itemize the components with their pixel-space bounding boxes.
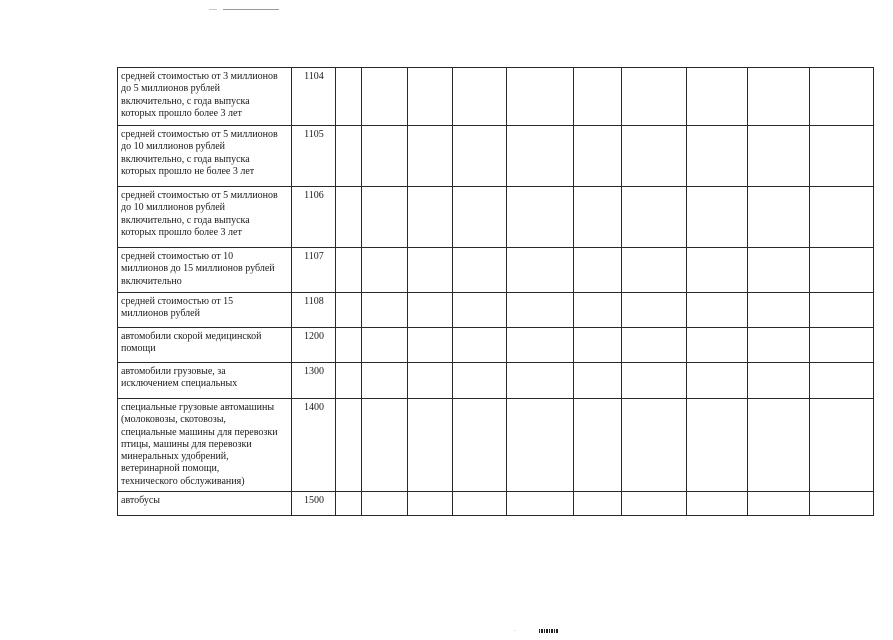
value-cell bbox=[622, 126, 687, 187]
value-cell bbox=[748, 187, 810, 248]
value-cell bbox=[408, 126, 453, 187]
table-row bbox=[118, 126, 874, 187]
value-cell bbox=[336, 126, 362, 187]
value-cell bbox=[622, 492, 687, 516]
row-code-cell: 1200 bbox=[292, 328, 336, 363]
value-cell bbox=[408, 293, 453, 328]
value-cell bbox=[362, 492, 408, 516]
scan-artifact-line bbox=[223, 9, 279, 10]
value-cell bbox=[408, 68, 453, 126]
value-cell bbox=[362, 248, 408, 293]
value-cell bbox=[574, 248, 622, 293]
table-row bbox=[118, 293, 874, 328]
row-code-cell: 1108 bbox=[292, 293, 336, 328]
row-code-cell: 1300 bbox=[292, 363, 336, 399]
value-cell bbox=[810, 293, 874, 328]
value-cell bbox=[453, 68, 507, 126]
row-name-cell: средней стоимостью от 3 миллионов до 5 миллионов рублей включительно, с года выпуска которых прошло более 3 лет bbox=[118, 68, 292, 126]
value-cell bbox=[453, 399, 507, 492]
value-cell bbox=[622, 363, 687, 399]
value-cell bbox=[574, 293, 622, 328]
value-cell bbox=[687, 68, 748, 126]
table-row bbox=[118, 399, 874, 492]
value-cell bbox=[408, 187, 453, 248]
value-cell bbox=[336, 328, 362, 363]
value-cell bbox=[810, 399, 874, 492]
value-cell bbox=[453, 363, 507, 399]
value-cell bbox=[336, 492, 362, 516]
value-cell bbox=[507, 399, 574, 492]
value-cell bbox=[408, 248, 453, 293]
value-cell bbox=[687, 126, 748, 187]
value-cell bbox=[507, 187, 574, 248]
row-name-cell: автомобили скорой медицинской помощи bbox=[118, 328, 292, 363]
row-code-cell: 1107 bbox=[292, 248, 336, 293]
value-cell bbox=[810, 68, 874, 126]
value-cell bbox=[507, 68, 574, 126]
value-cell bbox=[362, 68, 408, 126]
value-cell bbox=[574, 363, 622, 399]
value-cell bbox=[362, 328, 408, 363]
value-cell bbox=[574, 492, 622, 516]
value-cell bbox=[336, 248, 362, 293]
value-cell bbox=[574, 126, 622, 187]
value-cell bbox=[408, 399, 453, 492]
value-cell bbox=[574, 399, 622, 492]
value-cell bbox=[453, 126, 507, 187]
value-cell bbox=[336, 68, 362, 126]
value-cell bbox=[687, 492, 748, 516]
value-cell bbox=[748, 68, 810, 126]
value-cell bbox=[810, 328, 874, 363]
value-cell bbox=[622, 187, 687, 248]
value-cell bbox=[687, 293, 748, 328]
row-name-cell: специальные грузовые автомашины (молоковозы, скотовозы, специальные машины для перевозки птицы, машины для перевозки минеральных удобрений, ветеринарной помощи, технического обслуживания) bbox=[118, 399, 292, 492]
value-cell bbox=[507, 293, 574, 328]
value-cell bbox=[408, 363, 453, 399]
value-cell bbox=[622, 399, 687, 492]
value-cell bbox=[748, 293, 810, 328]
value-cell bbox=[622, 68, 687, 126]
value-cell bbox=[748, 248, 810, 293]
value-cell bbox=[748, 363, 810, 399]
value-cell bbox=[453, 248, 507, 293]
row-name-cell: средней стоимостью от 5 миллионов до 10 миллионов рублей включительно, с года выпуска которых прошло более 3 лет bbox=[118, 187, 292, 248]
table-row bbox=[118, 68, 874, 126]
value-cell bbox=[336, 363, 362, 399]
value-cell bbox=[748, 399, 810, 492]
value-cell bbox=[453, 492, 507, 516]
value-cell bbox=[622, 248, 687, 293]
table-row bbox=[118, 248, 874, 293]
row-name-cell: автомобили грузовые, за исключением специальных bbox=[118, 363, 292, 399]
value-cell bbox=[687, 399, 748, 492]
row-name-cell: средней стоимостью от 5 миллионов до 10 миллионов рублей включительно, с года выпуска которых прошло не более 3 лет bbox=[118, 126, 292, 187]
value-cell bbox=[362, 187, 408, 248]
table-body bbox=[118, 68, 874, 516]
value-cell bbox=[507, 492, 574, 516]
scan-artifact-dot: · bbox=[514, 629, 516, 634]
value-cell bbox=[810, 492, 874, 516]
value-cell bbox=[507, 126, 574, 187]
row-code-cell: 1104 bbox=[292, 68, 336, 126]
value-cell bbox=[336, 293, 362, 328]
value-cell bbox=[362, 293, 408, 328]
value-cell bbox=[574, 68, 622, 126]
row-code-cell: 1400 bbox=[292, 399, 336, 492]
value-cell bbox=[810, 248, 874, 293]
value-cell bbox=[336, 399, 362, 492]
table-row bbox=[118, 492, 874, 516]
value-cell bbox=[453, 293, 507, 328]
row-name-cell: средней стоимостью от 15 миллионов рублей bbox=[118, 293, 292, 328]
row-code-cell: 1105 bbox=[292, 126, 336, 187]
value-cell bbox=[408, 328, 453, 363]
value-cell bbox=[810, 126, 874, 187]
table-row bbox=[118, 363, 874, 399]
value-cell bbox=[748, 126, 810, 187]
value-cell bbox=[687, 187, 748, 248]
table-row bbox=[118, 328, 874, 363]
value-cell bbox=[748, 328, 810, 363]
value-cell bbox=[507, 248, 574, 293]
value-cell bbox=[453, 328, 507, 363]
value-cell bbox=[687, 363, 748, 399]
scan-artifact-barcode bbox=[539, 629, 559, 633]
value-cell bbox=[574, 328, 622, 363]
row-name-cell: средней стоимостью от 10 миллионов до 15 миллионов рублей включительно bbox=[118, 248, 292, 293]
value-cell bbox=[453, 187, 507, 248]
value-cell bbox=[507, 363, 574, 399]
value-cell bbox=[574, 187, 622, 248]
table-row bbox=[118, 187, 874, 248]
value-cell bbox=[622, 328, 687, 363]
value-cell bbox=[687, 328, 748, 363]
value-cell bbox=[362, 126, 408, 187]
value-cell bbox=[408, 492, 453, 516]
value-cell bbox=[687, 248, 748, 293]
value-cell bbox=[362, 363, 408, 399]
value-cell bbox=[336, 187, 362, 248]
value-cell bbox=[810, 363, 874, 399]
value-cell bbox=[362, 399, 408, 492]
data-table bbox=[117, 67, 874, 516]
row-code-cell: 1500 bbox=[292, 492, 336, 516]
row-code-cell: 1106 bbox=[292, 187, 336, 248]
row-name-cell: автобусы bbox=[118, 492, 292, 516]
value-cell bbox=[622, 293, 687, 328]
value-cell bbox=[810, 187, 874, 248]
value-cell bbox=[507, 328, 574, 363]
value-cell bbox=[748, 492, 810, 516]
